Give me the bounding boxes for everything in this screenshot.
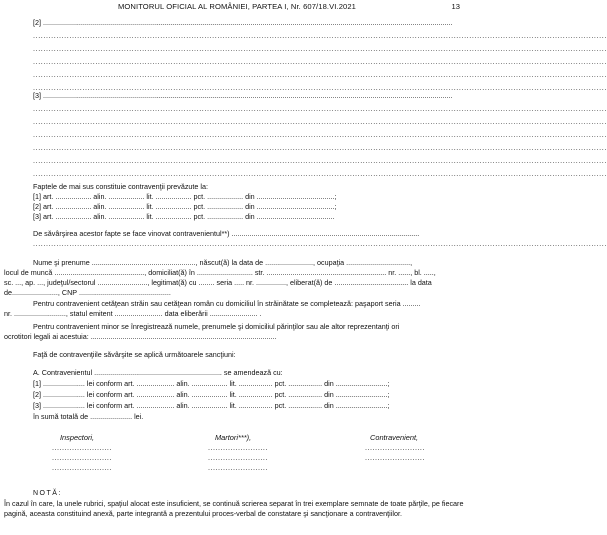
facts-item: [1] art. .................. alin. .................. lit. .................. pct. .................. din .......................................; [33,192,337,201]
sanction-item: [2] ..................... lei conform art. ................... alin. .................. lit. ................. pct. ................. din ..........................; [33,390,390,399]
facts-intro: Faptele de mai sus constituie contravenţii prevăzute la: [33,182,208,191]
block3-first-line: [3] ............................................................................................................................................................................................................. [33,91,453,100]
block3-line: ............................................................................................................................................................................................................................. [33,117,607,126]
person-address-line: sc. ..., ap. ..., judeţul/sectorul ........................., legitimat(ă) cu ........ seria ..... nr. ..............., eliberat(ă) de ..................................... la data [4,278,432,287]
block2-first-line: [2] ............................................................................................................................................................................................................. [33,18,453,27]
inspector-signature-line: ........................ [52,453,112,462]
guilty-line-continuation: ............................................................................................................................................................................................................................. [33,239,607,248]
sanctions-intro: Faţă de contravenţiile săvârşite se aplică următoarele sancţiuni: [33,350,236,359]
sanction-total: în sumă totală de ..................... lei. [33,412,144,421]
person-workplace-line: locul de muncă ............................................., domiciliat(ă) în ............................ str. ............................................................ nr. ......, bl. ....., [4,268,436,277]
block3-line: ............................................................................................................................................................................................................................. [33,169,607,178]
page-number: 13 [451,2,460,11]
block2-line: ............................................................................................................................................................................................................................. [33,31,607,40]
offender-label: Contravenient, [370,433,419,442]
block3-line: ............................................................................................................................................................................................................................. [33,156,607,165]
facts-item: [3] art. .................. alin. .................. lit. .................. pct. .................. din ....................................... [33,212,335,221]
block3-line: ............................................................................................................................................................................................................................. [33,104,607,113]
block2-line: ............................................................................................................................................................................................................................. [33,70,607,79]
sanction-item: [1] ..................... lei conform art. ................... alin. .................. lit. ................. pct. ................. din ..........................; [33,379,390,388]
block3-line: ............................................................................................................................................................................................................................. [33,130,607,139]
inspector-signature-line: ........................ [52,463,112,472]
facts-item: [2] art. .................. alin. .................. lit. .................. pct. .................. din .......................................; [33,202,337,211]
guilty-line: De săvârşirea acestor fapte se face vinovat contravenientul**) .............................................................................................. [33,229,420,238]
foreign-passport-line: nr. .........................., statul emitent ........................ data eliberării ........................ . [4,309,262,318]
note-text: În cazul în care, la unele rubrici, spaţiul alocat este insuficient, se continuă scrierea separat în trei exemplare semnate de toate părţile, pe fiecare pagină, aceasta constituind anexă, parte integrantă a prezentului proces-verbal de constatare şi sancţionare a contravenţiilor. [4,499,464,518]
minor-guardians-line: ocrotitori legali ai acestuia: ............................................................................................. [4,332,277,341]
inspector-signature-line: ........................ [52,443,112,452]
person-name-line: Nume şi prenume ...................................................., născut(ă) la data de ........................, ocupaţia ................................, [33,258,413,267]
block2-line: ............................................................................................................................................................................................................................. [33,57,607,66]
offender-signature-line: ........................ [365,443,425,452]
witness-signature-line: ........................ [208,453,268,462]
block3-line: ............................................................................................................................................................................................................................. [33,143,607,152]
offender-signature-line: ........................ [365,453,425,462]
witnesses-label: Martori***), [215,433,252,442]
page-header [0,2,474,14]
note-title: NOTĂ: [33,490,62,497]
sanction-a-line: A. Contravenientul ................................................................ se amendează cu: [33,368,283,377]
block2-line: ............................................................................................................................................................................................................................. [33,44,607,53]
sanction-item: [3] ..................... lei conform art. ................... alin. .................. lit. ................. pct. ................. din ..........................; [33,401,390,410]
block2-line: ............................................................................................................................................................................................................................. [33,83,607,92]
witness-signature-line: ........................ [208,443,268,452]
inspectors-label: Inspectori, [60,433,95,442]
person-cnp-line: de......................., CNP .............................................. [4,288,171,297]
foreign-line: Pentru contravenient cetăţean străin sau cetăţean român cu domiciliul în străinătate se completează: paşaport seria ......... [33,299,421,308]
publication-title: MONITORUL OFICIAL AL ROMÂNIEI, PARTEA I, Nr. 607/18.VI.2021 [117,2,356,11]
witness-signature-line: ........................ [208,463,268,472]
minor-line: Pentru contravenient minor se înregistrează numele, prenumele şi domiciliul părinţilor sau ale altor reprezentanţi ori [33,322,400,331]
